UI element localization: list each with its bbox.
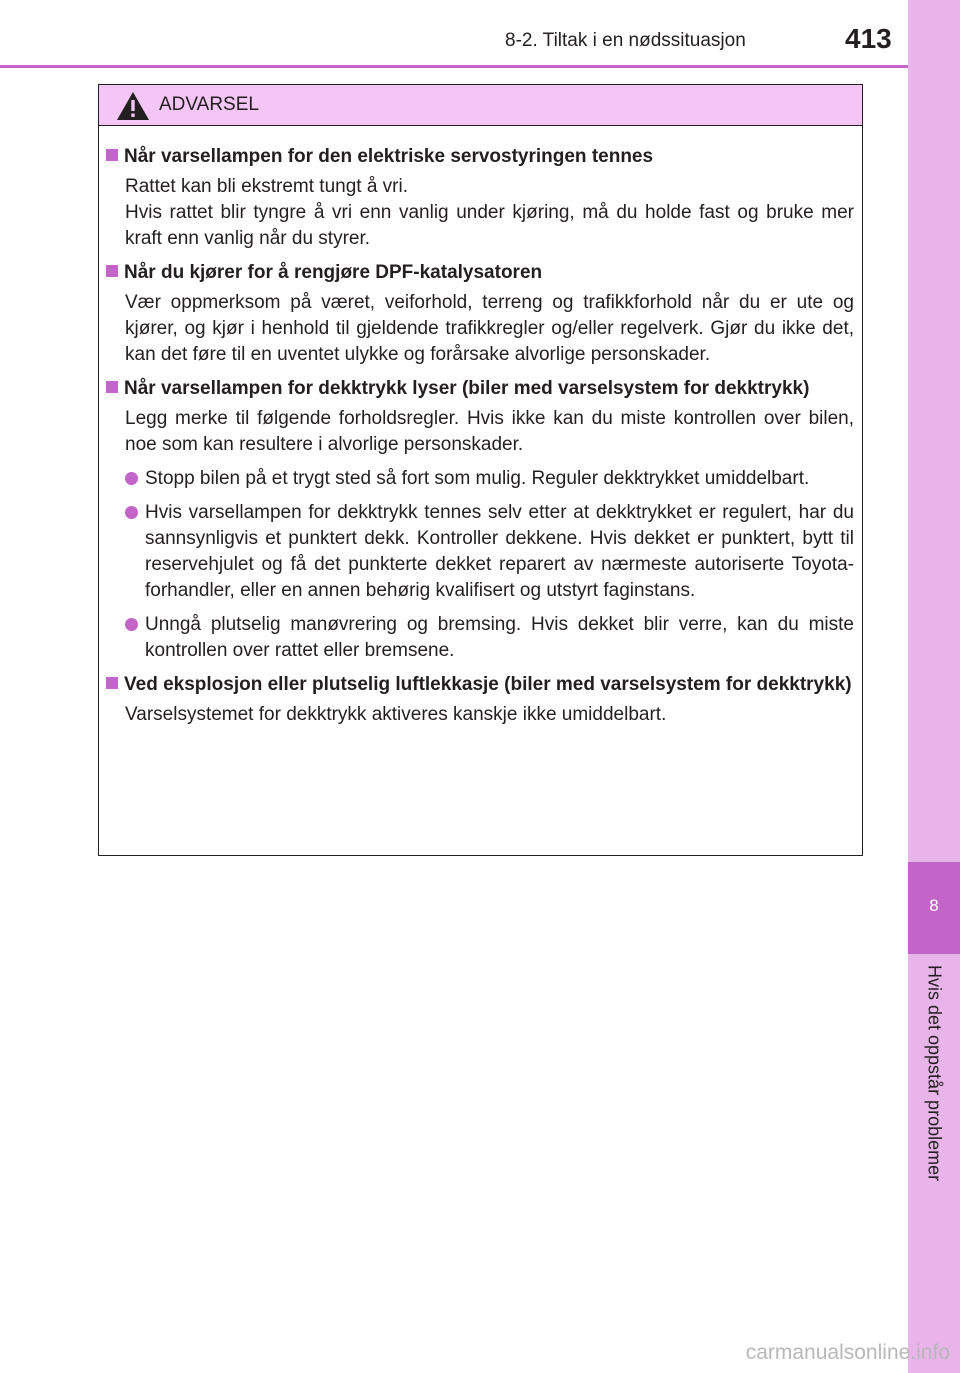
warning-item [106, 144, 854, 252]
warning-triangle-icon [116, 91, 150, 121]
warning-box [98, 84, 863, 856]
square-bullet-icon [106, 381, 118, 393]
item-text-line-2: Hvis rattet blir tyngre å vri enn vanlig under kjøring, må du holde fast og bruke mer kraft enn vanlig når du styrer. [125, 202, 854, 249]
square-bullet-icon [106, 677, 118, 689]
sub-item [106, 500, 854, 604]
section-title: 8-2. Tiltak i en nødssituasjon [505, 30, 746, 51]
sub-item [106, 612, 854, 664]
header-rule [0, 65, 908, 68]
round-bullet-icon [125, 472, 138, 485]
item-text: Legg merke til følgende forholdsregler. Hvis ikke kan du miste kontrollen over bilen, noe som kan resultere i alvorlige personskader. [125, 408, 854, 455]
page-number: 413 [845, 23, 892, 54]
warning-item [106, 260, 854, 368]
square-bullet-icon [106, 265, 118, 277]
warning-title: ADVARSEL [159, 94, 259, 115]
chapter-label: Hvis det oppstår problemer [924, 965, 945, 1182]
item-text: Varselsystemet for dekktrykk aktiveres kanskje ikke umiddelbart. [125, 704, 667, 725]
item-text: Vær oppmerksom på været, veiforhold, terreng og trafikkforhold når du er ute og kjører, og kjør i henhold til gjeldende trafikkregler og/eller regelverk. Gjør du ikke det, kan det føre til en uventet ulykke og forårsake alvorlige personskader. [125, 292, 854, 365]
sub-item-text: Hvis varsellampen for dekktrykk tennes selv etter at dekktrykket er regulert, har du sannsynligvis et punktert dekk. Kontroller dekkene. Hvis dekket er punktert, bytt til reservehjulet og få det punkterte dekket reparert av nærmeste autoriserte Toyota-forhandler, eller en annen behørig kvalifisert og utstyrt faginstans. [145, 502, 854, 601]
chapter-number: 8 [929, 896, 939, 915]
warning-header [99, 85, 862, 126]
round-bullet-icon [125, 506, 138, 519]
sub-item-text: Stopp bilen på et trygt sted så fort som mulig. Reguler dekktrykket umiddelbart. [145, 468, 810, 489]
item-heading: Når varsellampen for dekktrykk lyser (biler med varselsystem for dekktrykk) [124, 378, 810, 399]
item-heading: Når varsellampen for den elektriske servostyringen tennes [124, 146, 654, 167]
item-heading: Ved eksplosjon eller plutselig luftlekkasje (biler med varselsystem for dekktrykk) [124, 674, 852, 695]
footer-watermark: carmanualsonline.info [745, 1341, 950, 1364]
sub-item [106, 466, 854, 492]
item-heading: Når du kjører for å rengjøre DPF-katalysatoren [124, 262, 543, 283]
warning-body [99, 126, 862, 728]
sub-item-text: Unngå plutselig manøvrering og bremsing. Hvis dekket blir verre, kan du miste kontrollen over rattet eller bremsene. [145, 614, 854, 661]
warning-item [106, 672, 854, 728]
warning-item [106, 376, 854, 664]
square-bullet-icon [106, 149, 118, 161]
round-bullet-icon [125, 618, 138, 631]
item-text-line-1: Rattet kan bli ekstremt tungt å vri. [125, 176, 409, 197]
